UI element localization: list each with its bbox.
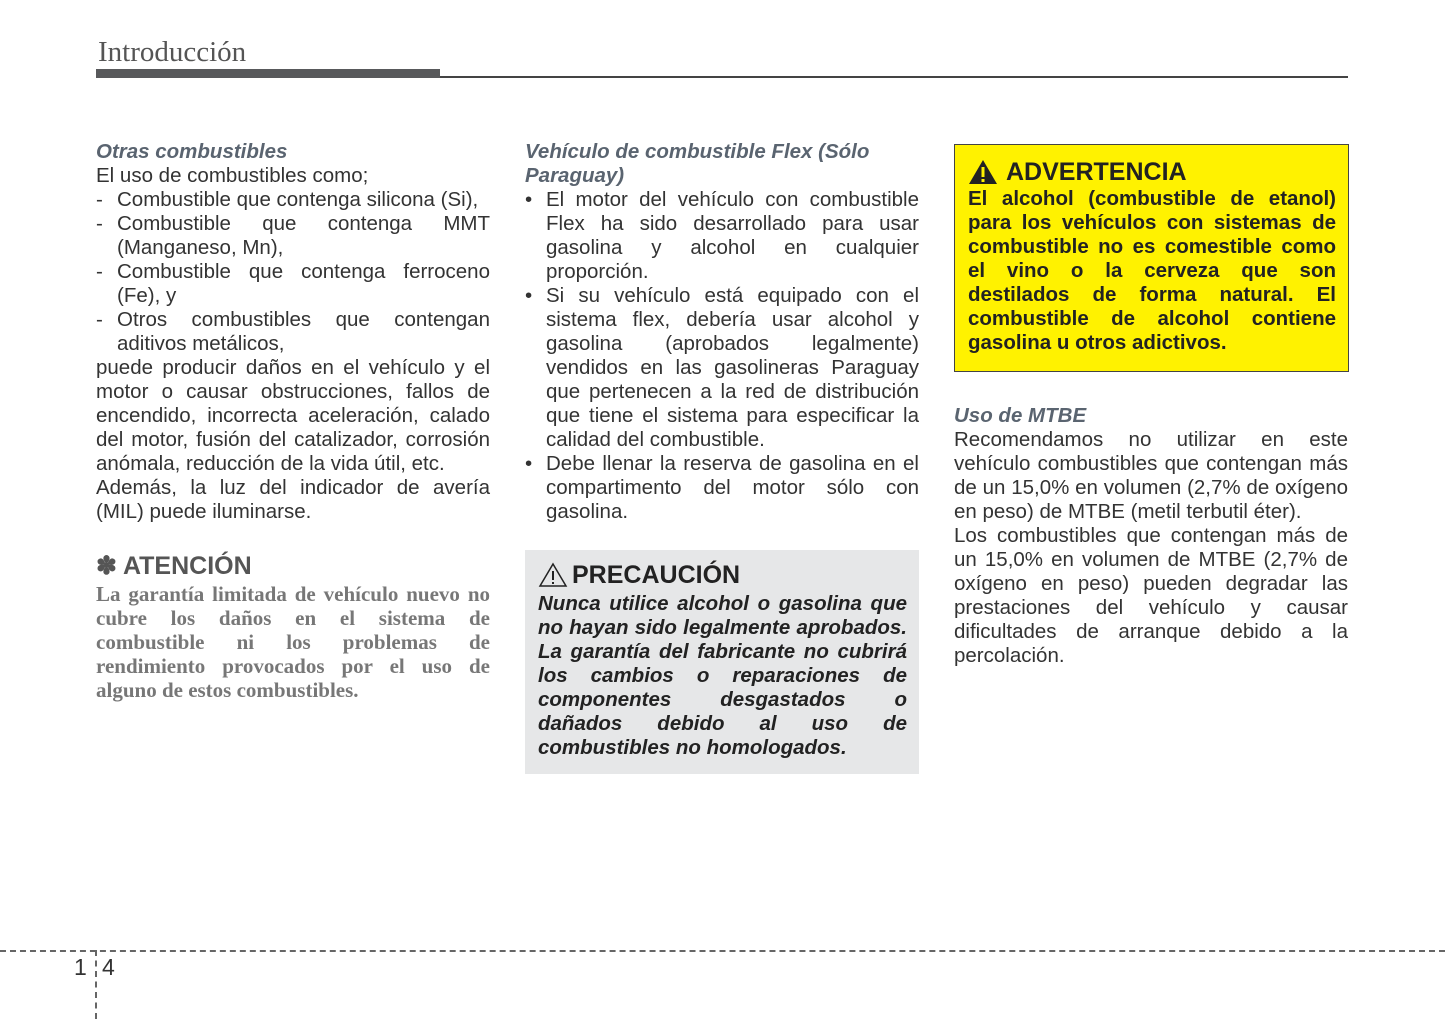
- header-bar: [96, 69, 440, 78]
- section-heading: Uso de MTBE: [954, 404, 1087, 427]
- section-heading: Otras combustibles: [96, 140, 288, 163]
- caution-text: Nunca utilice alcohol o gasolina que no hayan sido legalmente aprobados. La garantía del fabricante no cubrirá los cambios o reparaciones de componentes desgastados o dañados debido al uso de combustibles no homologados.: [538, 592, 907, 759]
- warning-triangle-icon: [538, 562, 568, 588]
- column-other-fuels: [96, 140, 490, 702]
- list-item: - Combustible que contenga silicona (Si),: [96, 188, 490, 212]
- list-item: - Combustible que contenga ferroceno (Fe), y: [96, 260, 490, 307]
- list-item: • El motor del vehículo con combustible Flex ha sido desarrollado para usar gasolina y alcohol en cualquier proporción.: [525, 188, 919, 283]
- column-mtbe: [954, 404, 1348, 668]
- list-item-text: Combustible que contenga silicona (Si),: [117, 188, 479, 211]
- list-item: - Combustible que contenga MMT (Manganeso, Mn),: [96, 212, 490, 259]
- attention-text: La garantía limitada de vehículo nuevo no cubre los daños en el sistema de combustible ni los problemas de rendimiento provocados por el uso de alguno de estos combustibles.: [96, 582, 490, 702]
- list-item: • Debe llenar la reserva de gasolina en el compartimento del motor sólo con gasolina.: [525, 452, 919, 523]
- footer-dashed-rule: [0, 950, 1445, 952]
- paragraph: puede producir daños en el vehículo y el motor o causar obstrucciones, fallos de encendido, incorrecta aceleración, calado del motor, fusión del catalizador, corrosión anómala, reducción de la vida útil, etc.: [96, 356, 490, 475]
- list-item-text: Combustible que contenga MMT (Manganeso, Mn),: [117, 212, 490, 259]
- warning-triangle-icon: [968, 159, 998, 185]
- section-heading: Vehículo de combustible Flex (Sólo Paraguay): [525, 140, 870, 187]
- paragraph: Los combustibles que contengan más de un 15,0% en volumen de MTBE (2,7% de oxígeno en peso) pueden degradar las prestaciones del vehículo y causar dificultades de arranque debido a la percolación.: [954, 524, 1348, 667]
- column-flex-fuel: [525, 140, 919, 774]
- list-item-text: Debe llenar la reserva de gasolina en el compartimento del motor sólo con gasolina.: [546, 452, 919, 523]
- caution-title: PRECAUCIÓN: [572, 561, 741, 589]
- caution-box: [525, 550, 919, 774]
- chapter-number: 1: [74, 954, 87, 980]
- list-item-text: Otros combustibles que contengan aditivos metálicos,: [117, 308, 490, 355]
- warning-box: [954, 144, 1349, 372]
- list-item-text: Si su vehículo está equipado con el sistema flex, debería usar alcohol y gasolina (aprobados legalmente) vendidos en las gasolineras Paraguay que pertenecen a la red de distribución que tiene el sistema para especificar la calidad del combustible.: [546, 284, 919, 451]
- list-item-text: Combustible que contenga ferroceno (Fe), y: [117, 260, 490, 307]
- list-item-text: El motor del vehículo con combustible Flex ha sido desarrollado para usar gasolina y alcohol en cualquier proporción.: [546, 188, 919, 283]
- footer-dashed-divider: [95, 950, 97, 1019]
- paragraph: Recomendamos no utilizar en este vehículo combustibles que contengan más de un 15,0% en volumen (2,7% de oxígeno en peso) de MTBE (metil terbutil éter).: [954, 428, 1348, 523]
- page-header-title: Introducción: [98, 36, 247, 68]
- paragraph: Además, la luz del indicador de avería (MIL) puede iluminarse.: [96, 476, 490, 523]
- intro-text: El uso de combustibles como;: [96, 164, 369, 187]
- page-number: 4: [102, 954, 115, 980]
- warning-title: ADVERTENCIA: [1006, 158, 1187, 186]
- list-item: - Otros combustibles que contengan aditivos metálicos,: [96, 308, 490, 355]
- warning-text: El alcohol (combustible de etanol) para los vehículos con sistemas de combustible no es comestible como el vino o la cerveza que son destilados de forma natural. El combustible de alcohol contiene gasolina u otros adictivos.: [968, 187, 1336, 354]
- attention-heading: ✽ ATENCIÓN: [96, 552, 252, 580]
- list-item: • Si su vehículo está equipado con el sistema flex, debería usar alcohol y gasolina (aprobados legalmente) vendidos en las gasolineras Paraguay que pertenecen a la red de distribución que tiene el sistema para especificar la calidad del combustible.: [525, 284, 919, 451]
- header-rule: [440, 76, 1348, 78]
